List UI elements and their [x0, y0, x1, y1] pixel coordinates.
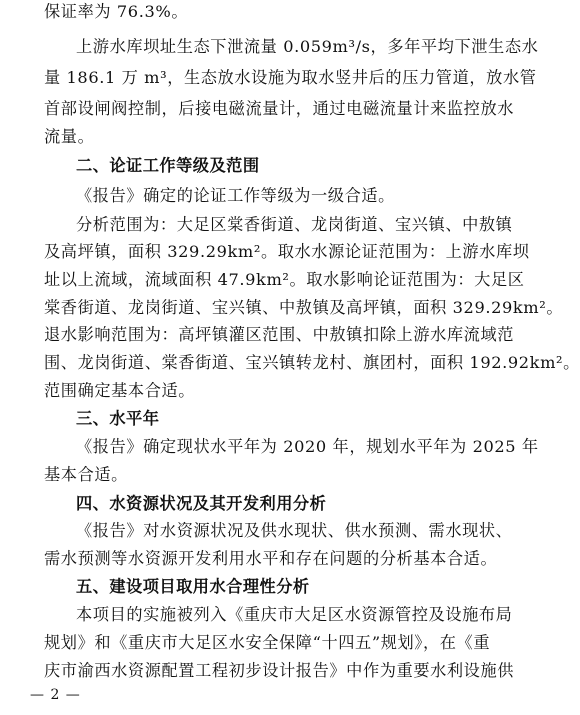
section-heading: 三、水平年 [76, 409, 160, 428]
text-line: 保证率为 76.3%。 [44, 2, 189, 21]
text-line: 及高坪镇，面积 329.29km²。取水水源论证范围为：上游水库坝 [44, 242, 530, 261]
text-line: 需水预测等水资源开发利用水平和存在问题的分析基本合适。 [44, 549, 498, 568]
text-line: 址以上流域，流域面积 47.9km²。取水影响论证范围为：大足区 [44, 270, 525, 289]
text-line: 基本合适。 [44, 465, 128, 484]
section-heading: 二、论证工作等级及范围 [76, 156, 260, 175]
section-heading: 五、建设项目取用水合理性分析 [76, 577, 310, 596]
text-line: 《报告》确定的论证工作等级为一级合适。 [76, 186, 395, 205]
text-line: 上游水库坝址生态下泄流量 0.059m³/s，多年平均下泄生态水 [76, 37, 539, 56]
section-heading: 四、水资源状况及其开发利用分析 [76, 494, 327, 513]
text-line: 《报告》确定现状水平年为 2020 年，规划水平年为 2025 年 [76, 437, 539, 456]
page-number: — 2 — [30, 687, 81, 703]
text-line: 棠香街道、龙岗街道、宝兴镇、中敖镇及高坪镇，面积 329.29km²。 [44, 298, 564, 317]
text-line: 本项目的实施被列入《重庆市大足区水资源管控及设施布局 [76, 605, 513, 624]
text-line: 流量。 [44, 127, 95, 146]
text-line: 庆市渝西水资源配置工程初步设计报告》中作为重要水利设施供 [44, 661, 515, 680]
text-line: 围、龙岗街道、棠香街道、宝兴镇转龙村、旗团村，面积 192.92km²。 [44, 353, 580, 372]
text-line: 退水影响范围为：高坪镇灌区范围、中敖镇扣除上游水库流域范 [44, 325, 515, 344]
text-line: 规划》和《重庆市大足区水安全保障“十四五”规划》，在《重 [44, 633, 491, 652]
text-line: 首部设闸阀控制，后接电磁流量计，通过电磁流量计来监控放水 [44, 99, 515, 118]
text-line: 量 186.1 万 m³，生态放水设施为取水竖井后的压力管道，放水管 [44, 68, 537, 87]
text-line: 范围确定基本合适。 [44, 381, 196, 400]
text-line: 《报告》对水资源状况及供水现状、供水预测、需水现状、 [76, 521, 513, 540]
text-line: 分析范围为：大足区棠香街道、龙岗街道、宝兴镇、中敖镇 [76, 215, 513, 234]
